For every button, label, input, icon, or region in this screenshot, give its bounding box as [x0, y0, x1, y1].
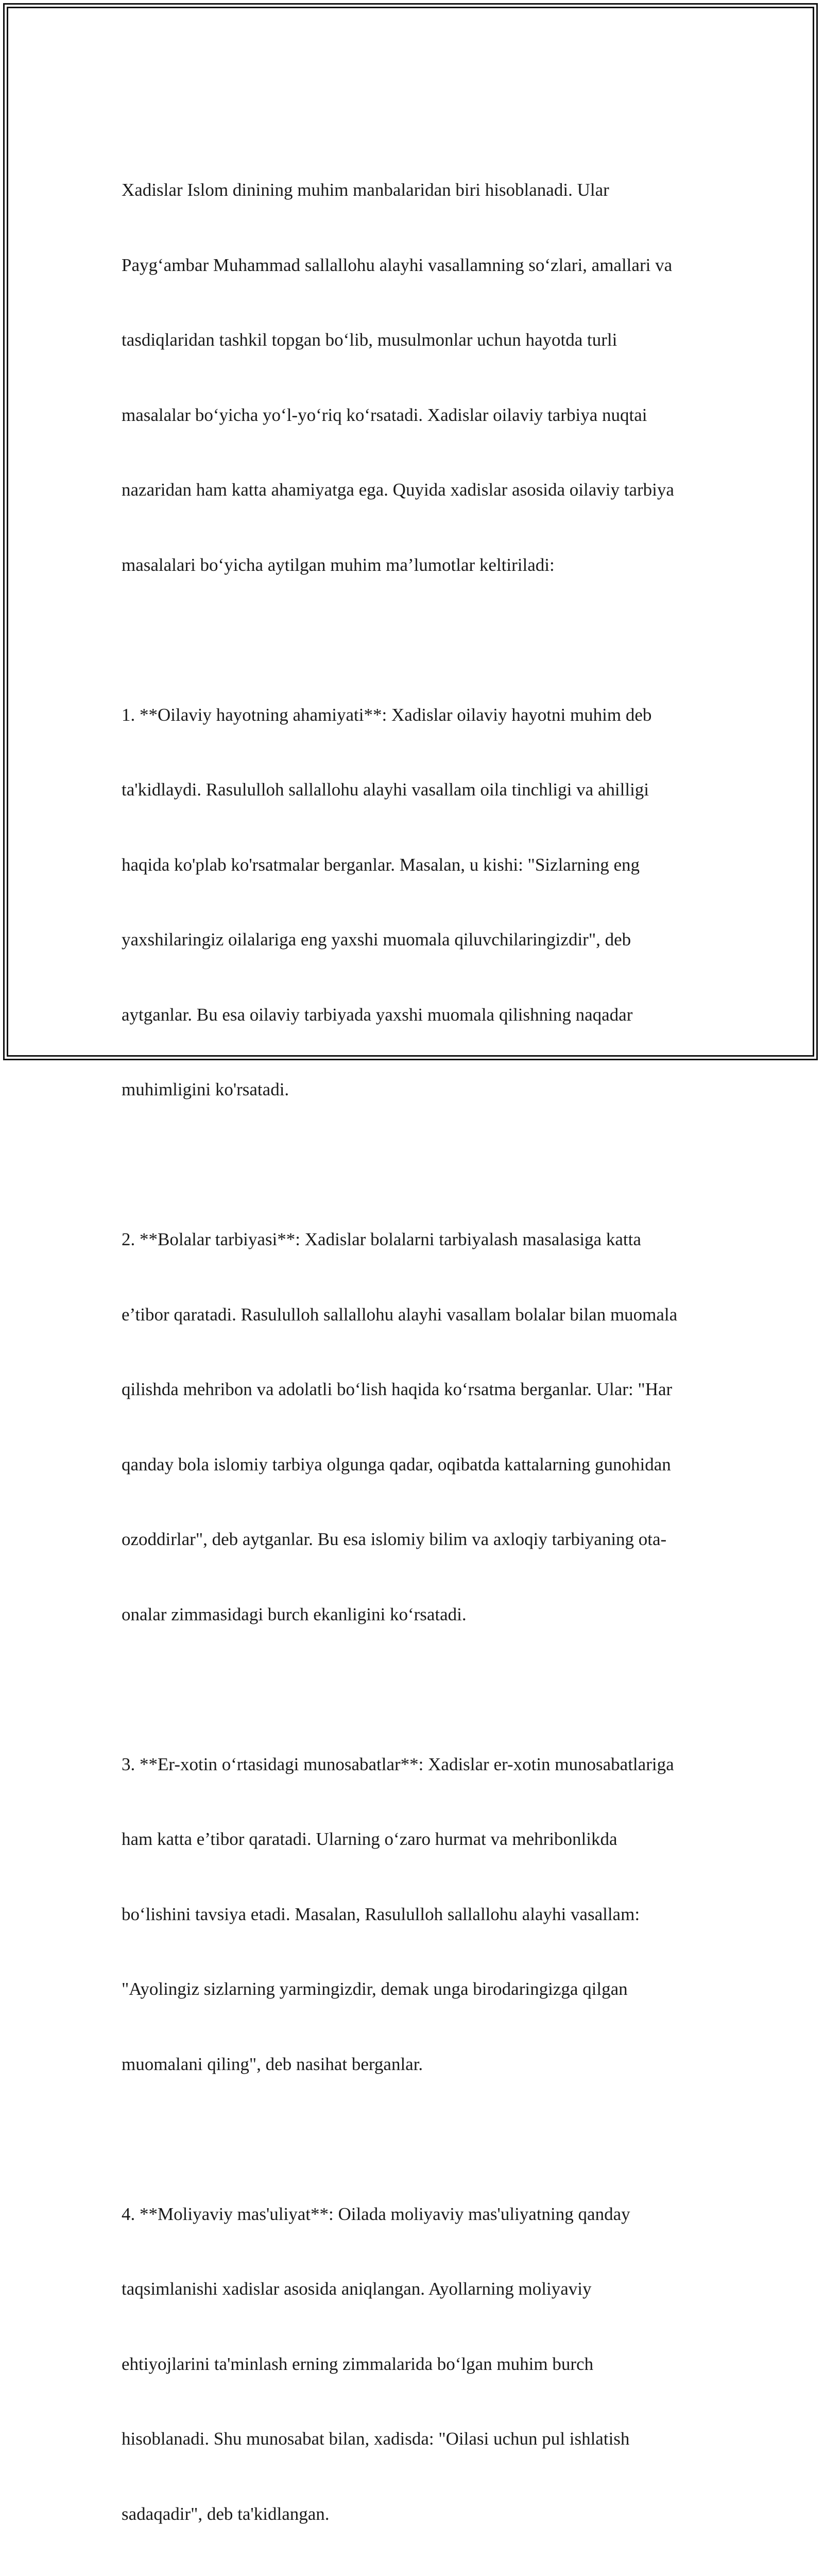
text-line: 1. **Oilaviy hayotning ahamiyati**: Xadislar oilaviy hayotni muhim deb — [122, 703, 714, 728]
document-body — [122, 128, 714, 2576]
text-line: onalar zimmasidagi burch ekanligini ko‘rsatadi. — [122, 1602, 714, 1628]
text-line: ozoddirlar", deb aytganlar. Bu esa islomiy bilim va axloqiy tarbiyaning ota- — [122, 1527, 714, 1552]
text-line: 4. **Moliyaviy mas'uliyat**: Oilada moliyaviy mas'uliyatning qanday — [122, 2202, 714, 2227]
text-line: Xadislar Islom dinining muhim manbalaridan biri hisoblanadi. Ular — [122, 178, 714, 203]
text-line: 3. **Er-xotin o‘rtasidagi munosabatlar**: Xadislar er-xotin munosabatlariga — [122, 1752, 714, 1777]
text-line: ham katta e’tibor qaratadi. Ularning o‘zaro hurmat va mehribonlikda — [122, 1827, 714, 1852]
paragraph-item-1 — [122, 653, 714, 1153]
text-line: bo‘lishini tavsiya etadi. Masalan, Rasululloh sallallohu alayhi vasallam: — [122, 1902, 714, 1927]
paragraph-intro — [122, 128, 714, 628]
text-line: nazaridan ham katta ahamiyatga ega. Quyida xadislar asosida oilaviy tarbiya — [122, 478, 714, 503]
text-line: masalalar bo‘yicha yo‘l-yo‘riq ko‘rsatadi. Xadislar oilaviy tarbiya nuqtai — [122, 403, 714, 428]
text-line: taqsimlanishi xadislar asosida aniqlangan. Ayollarning moliyaviy — [122, 2277, 714, 2302]
text-line: masalalari bo‘yicha aytilgan muhim ma’lumotlar keltiriladi: — [122, 553, 714, 578]
text-line: e’tibor qaratadi. Rasululloh sallallohu alayhi vasallam bolalar bilan muomala — [122, 1302, 714, 1328]
text-line: yaxshilaringiz oilalariga eng yaxshi muomala qiluvchilaringizdir", deb — [122, 927, 714, 953]
paragraph-item-3 — [122, 1702, 714, 2127]
text-line: tasdiqlaridan tashkil topgan bo‘lib, musulmonlar uchun hayotda turli — [122, 328, 714, 353]
text-line: haqida ko'plab ko'rsatmalar berganlar. Masalan, u kishi: "Sizlarning eng — [122, 853, 714, 878]
text-line: muomalani qiling", deb nasihat berganlar. — [122, 2052, 714, 2077]
text-line: qanday bola islomiy tarbiya olgunga qadar, oqibatda kattalarning gunohidan — [122, 1452, 714, 1478]
paragraph-item-4 — [122, 2152, 714, 2576]
text-line: muhimligini ko'rsatadi. — [122, 1077, 714, 1103]
text-line: sadaqadir", deb ta'kidlangan. — [122, 2502, 714, 2527]
text-line: qilishda mehribon va adolatli bo‘lish haqida ko‘rsatma berganlar. Ular: "Har — [122, 1377, 714, 1402]
paragraph-item-2 — [122, 1177, 714, 1677]
text-line: ta'kidlaydi. Rasululloh sallallohu alayhi vasallam oila tinchligi va ahilligi — [122, 777, 714, 803]
text-line: ehtiyojlarini ta'minlash erning zimmalarida bo‘lgan muhim burch — [122, 2352, 714, 2377]
text-line: aytganlar. Bu esa oilaviy tarbiyada yaxshi muomala qilishning naqadar — [122, 1003, 714, 1028]
text-line: Payg‘ambar Muhammad sallallohu alayhi vasallamning so‘zlari, amallari va — [122, 253, 714, 278]
text-line: "Ayolingiz sizlarning yarmingizdir, demak unga birodaringizga qilgan — [122, 1977, 714, 2002]
text-line: hisoblanadi. Shu munosabat bilan, xadisda: "Oilasi uchun pul ishlatish — [122, 2427, 714, 2452]
text-line: 2. **Bolalar tarbiyasi**: Xadislar bolalarni tarbiyalash masalasiga katta — [122, 1227, 714, 1252]
